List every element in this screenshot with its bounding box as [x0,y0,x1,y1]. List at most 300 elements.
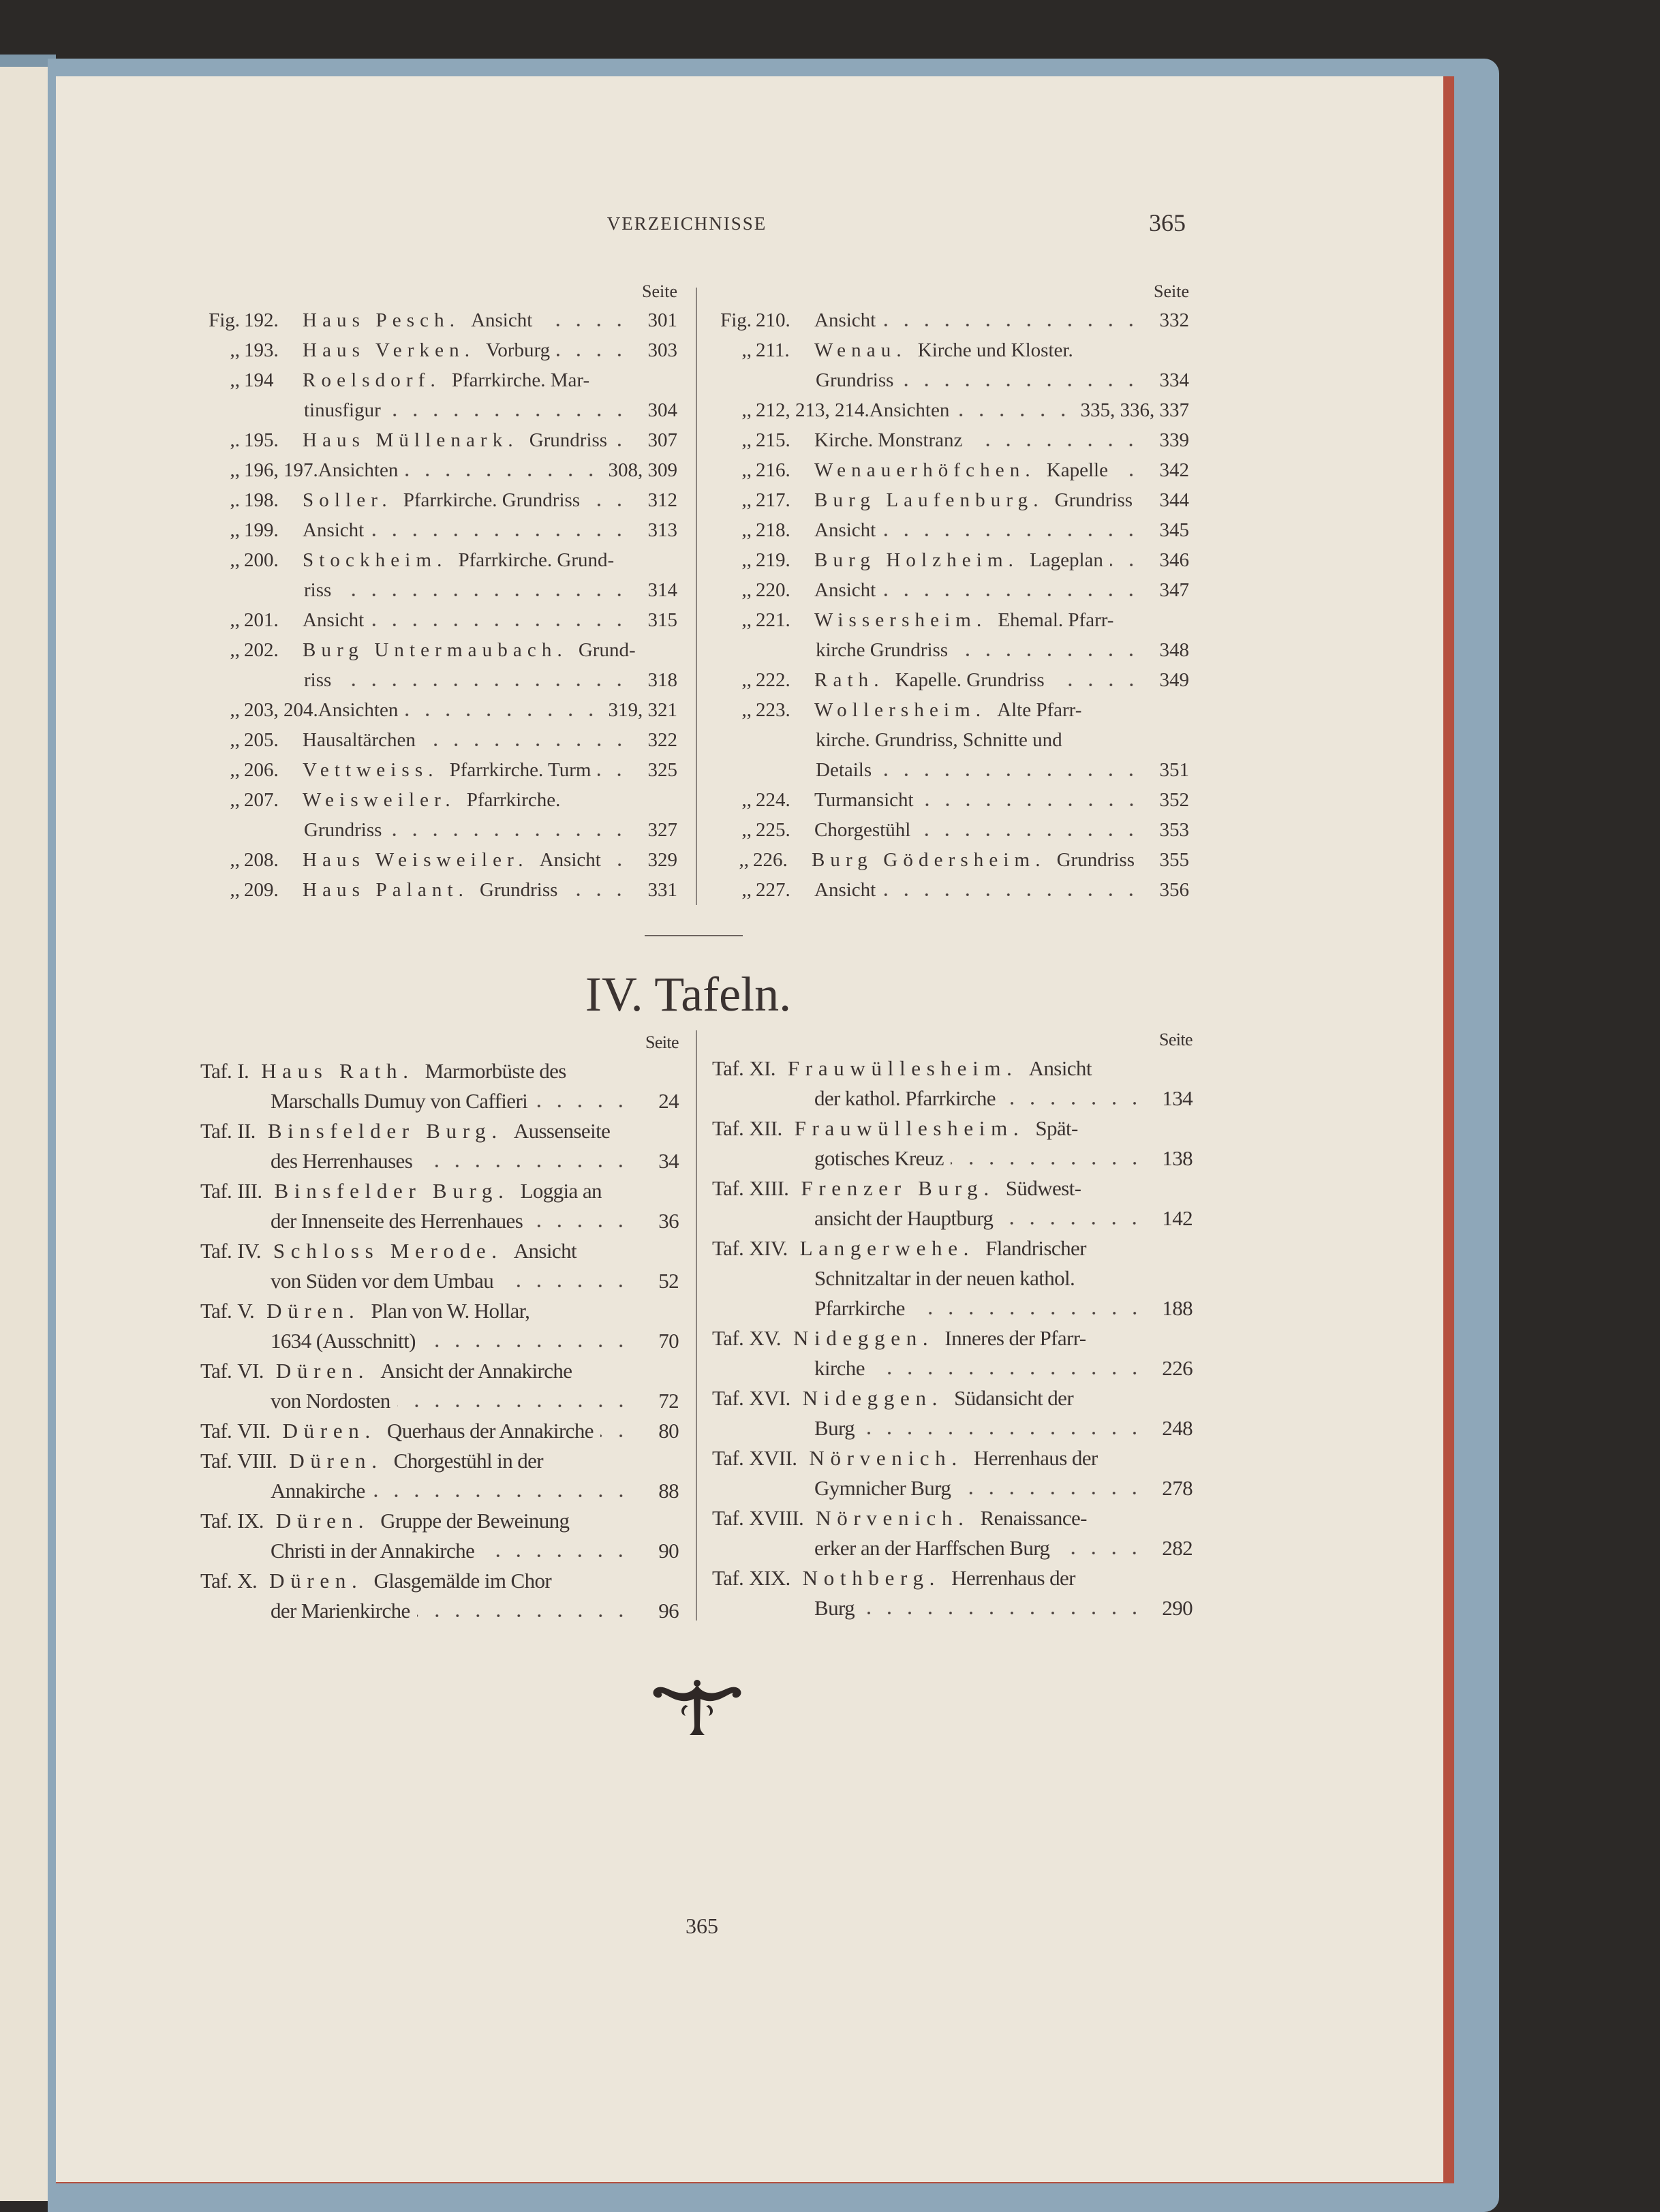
entry-description: Christi in der Annakirche [271,1539,475,1563]
entry-first-line [712,845,1189,875]
entry-continuation-line [200,395,677,425]
list-entry [200,515,677,545]
entry-description: gotisches Kreuz [814,1146,944,1170]
entry-description: Pfarrkirche. Turm [449,759,591,781]
entry-description: 1634 (Ausschnitt) [271,1329,416,1353]
dot-leader [481,1552,631,1559]
entry-first-line [712,785,1189,815]
entry-prefix: ,, [230,639,240,661]
entry-description: Hausaltärchen [303,729,416,751]
dot-leader [388,831,630,838]
footer-page-number: 365 [686,1914,718,1938]
dot-leader [529,1223,631,1229]
entry-number: XV. [749,1326,781,1350]
entry-number: I. [237,1059,249,1083]
entry-description: Pfarrkirche. Mar- [451,369,590,391]
entry-first-line [200,1296,679,1326]
dot-leader [371,532,630,538]
entry-continuation-line [712,1353,1193,1383]
section-title: IV. Tafeln. [585,967,792,1021]
entry-place-name: Langerwehe. [799,1236,975,1260]
entry-page-reference: 319, 321 [608,699,677,721]
dot-leader [534,1103,631,1109]
dot-leader [1056,1550,1145,1556]
dot-leader [955,651,1141,658]
entry-prefix: Fig. [209,309,240,331]
dot-leader [422,1342,631,1349]
entry-continuation-line [200,1386,679,1416]
list-entry [200,1356,679,1416]
list-entry [712,665,1189,695]
list-entry [200,1416,679,1446]
entry-place-name: Burg Holzheim. [814,549,1019,571]
dot-leader [969,442,1141,448]
entry-page-reference: 80 [658,1419,679,1443]
entry-description: Ansichten [318,699,399,721]
entry-prefix: Fig. [720,309,752,331]
dot-leader [912,1310,1145,1317]
entry-description: tinusfigur [304,399,381,421]
entry-first-line [200,455,677,485]
column-divider [696,1030,697,1620]
entry-number: 196, 197. [244,459,318,481]
entry-prefix: Taf. [200,1299,232,1323]
list-entry [712,785,1189,815]
entry-page-reference: 351 [1159,759,1189,781]
entry-first-line [712,395,1189,425]
entry-description: Flandrischer [985,1236,1086,1260]
list-entry [200,695,677,725]
entry-prefix: ,, [230,369,240,391]
entry-description: Herrenhaus der [951,1566,1075,1590]
entry-prefix: ,, [230,699,240,721]
entry-number: 221. [756,609,790,631]
entry-number: 208. [244,849,279,871]
entry-description: Ansicht der Annakirche [380,1359,572,1383]
entry-page-reference: 334 [1159,369,1189,391]
plate-list-right [712,1026,1193,1623]
entry-continuation-line [712,725,1189,755]
entry-place-name: Vettweiss. [303,759,439,781]
entry-first-line [712,1563,1193,1593]
entry-description: Details [816,759,872,781]
entry-number: 194 [244,369,274,391]
entry-page-reference: 349 [1159,669,1189,691]
entry-number: 206. [244,759,279,781]
entry-place-name: Schloss Merode. [273,1239,503,1263]
entry-description: Grund- [578,639,636,661]
list-entry [712,1233,1193,1323]
entry-number: 227. [756,879,790,901]
entry-page-reference: 332 [1159,309,1189,331]
list-entry [200,725,677,755]
entry-place-name: Haus Verken. [303,339,476,361]
list-entry [712,395,1189,425]
entry-number: IX. [237,1509,264,1533]
entry-number: III. [237,1179,262,1203]
list-entry [712,605,1189,665]
dot-leader [338,681,630,688]
entry-continuation-line [200,1326,679,1356]
entry-prefix: ,, [741,669,752,691]
entry-prefix: Taf. [712,1116,744,1140]
entry-description: der Innenseite des Herrenhaues [271,1209,523,1233]
list-entry [200,365,677,425]
entry-number: 219. [756,549,790,571]
list-entry [200,1116,679,1176]
entry-description: Chorgestühl [814,819,911,841]
entry-page-reference: 315 [647,609,677,631]
dot-leader [878,771,1141,778]
entry-place-name: Binsfelder Burg. [267,1119,503,1143]
entry-number: X. [237,1569,258,1593]
entry-continuation-line [712,1533,1193,1563]
dot-leader [921,801,1141,808]
entry-page-reference: 347 [1159,579,1189,601]
entry-page-reference: 345 [1159,519,1189,541]
entry-first-line [200,635,677,665]
list-entry [200,1506,679,1566]
entry-prefix: ,, [230,339,240,361]
entry-first-line [712,485,1189,515]
entry-prefix: ,, [230,849,240,871]
entry-place-name: Weisweiler. [303,789,456,811]
list-entry [712,545,1189,575]
entry-place-name: Nideggen. [793,1326,934,1350]
entry-prefix: Taf. [712,1176,744,1200]
entry-prefix: Taf. [200,1119,232,1143]
entry-continuation-line [712,365,1189,395]
entry-page-reference: 355 [1159,849,1189,871]
entry-description: Gruppe der Beweinung [380,1509,570,1533]
entry-first-line [200,1566,679,1596]
dot-leader [861,1610,1145,1616]
entry-continuation-line [712,1413,1193,1443]
entry-first-line [712,305,1189,335]
dot-leader [900,382,1141,388]
entry-prefix: ,, [230,609,240,631]
seite-label: Seite [642,281,677,301]
entry-place-name: Haus Müllenark. [303,429,519,451]
entry-place-name: Soller. [303,489,393,511]
entry-page-reference: 307 [647,429,677,451]
entry-description: Kapelle. Grundriss [895,669,1045,691]
dot-leader [397,1402,631,1409]
entry-prefix: ,, [741,399,752,421]
entry-description: Burg [814,1416,855,1440]
entry-page-reference: 96 [658,1599,679,1623]
entry-first-line [200,845,677,875]
entry-number: 215. [756,429,790,451]
list-entry [200,1296,679,1356]
entry-prefix: ,, [230,729,240,751]
entry-prefix: ,, [230,519,240,541]
entry-number: XII. [749,1116,782,1140]
entry-page-reference: 188 [1162,1296,1193,1320]
entry-prefix: ,, [741,459,752,481]
entry-page-reference: 312 [647,489,677,511]
entry-description: Glasgemälde im Chor [373,1569,552,1593]
entry-page-reference: 226 [1162,1356,1193,1380]
entry-first-line [200,1356,679,1386]
entry-description: Herrenhaus der [973,1446,1098,1470]
entry-continuation-line [200,1476,679,1506]
entry-page-reference: 327 [647,819,677,841]
entry-continuation-line [200,1596,679,1626]
entry-first-line [712,1054,1193,1084]
entry-page-reference: 290 [1162,1596,1193,1620]
list-entry [200,305,677,335]
dot-leader [600,1432,631,1439]
entry-prefix: ,, [741,609,752,631]
dot-leader [419,1163,631,1169]
entry-prefix: ,, [230,879,240,901]
dot-leader [1000,1220,1145,1227]
entry-place-name: Burg Untermaubach. [303,639,568,661]
list-entry [712,1383,1193,1443]
entry-place-name: Haus Rath. [261,1059,414,1083]
entry-first-line [200,1446,679,1476]
entry-first-line [200,485,677,515]
entry-continuation-line [200,1146,679,1176]
dot-leader [598,771,630,778]
list-entry [200,875,677,905]
entry-description: Schnitzaltar in der neuen kathol. [814,1266,1075,1290]
list-entry [200,785,677,845]
entry-page-reference: 314 [647,579,677,601]
entry-prefix: ,, [230,459,240,481]
running-header: VERZEICHNISSE [606,213,767,234]
entry-number: XIII. [749,1176,789,1200]
dot-leader [371,621,630,628]
dot-leader [405,711,601,718]
entry-page-reference: 313 [647,519,677,541]
entry-prefix: ,, [230,549,240,571]
entry-page-reference: 344 [1159,489,1189,511]
entry-place-name: Nörvenich. [816,1506,970,1530]
entry-description: Ansichten [869,399,950,421]
entry-description: erker an der Harffschen Burg [814,1536,1050,1560]
entry-place-name: Wissersheim. [814,609,987,631]
entry-number: 224. [756,789,790,811]
entry-prefix: Taf. [200,1569,232,1593]
entry-page-reference: 322 [647,729,677,751]
entry-description: Grundriss [480,879,558,901]
entry-number: 195. [244,429,279,451]
entry-first-line [712,1113,1193,1143]
entry-place-name: Haus Palant. [303,879,470,901]
dot-leader [1139,502,1141,508]
entry-prefix: ,, [741,789,752,811]
list-entry [200,545,677,605]
entry-continuation-line [712,1143,1193,1173]
entry-continuation-line [200,1086,679,1116]
dot-leader [417,1612,631,1619]
entry-number: V. [237,1299,255,1323]
entry-description: Grundriss [529,429,608,451]
entry-number: 203, 204. [244,699,318,721]
entry-page-reference: 70 [658,1329,679,1353]
entry-first-line [712,545,1189,575]
entry-description: Ansicht [471,309,533,331]
entry-description: Turmansicht [814,789,914,811]
entry-continuation-line [712,1293,1193,1323]
entry-description: kirche Grundriss [816,639,949,661]
entry-continuation-line [712,1084,1193,1113]
entry-first-line [200,545,677,575]
entry-prefix: ,, [741,879,752,901]
entry-description: Aussenseite [513,1119,611,1143]
entry-prefix: Taf. [200,1239,232,1263]
dot-leader [388,412,630,418]
entry-prefix: ,, [741,519,752,541]
entry-page-reference: 248 [1162,1416,1193,1440]
list-entry [712,875,1189,905]
entry-description: Renaissance- [980,1506,1087,1530]
entry-number: XVI. [749,1386,790,1410]
list-entry [200,845,677,875]
list-entry [712,1503,1193,1563]
entry-prefix: Taf. [712,1326,744,1350]
entry-prefix: ,. [230,429,240,451]
entry-description: Südansicht der [954,1386,1074,1410]
entry-prefix: ,, [230,789,240,811]
entry-first-line [712,1323,1193,1353]
entry-number: VII. [237,1419,271,1443]
entry-description: Inneres der Pfarr- [944,1326,1086,1350]
list-entry [712,1443,1193,1503]
entry-description: ansicht der Hauptburg [814,1206,994,1230]
list-entry [200,1176,679,1236]
entry-place-name: Nörvenich. [809,1446,963,1470]
entry-prefix: ,, [230,759,240,781]
entry-description: Ansicht [539,849,601,871]
list-entry [200,1566,679,1626]
entry-place-name: Düren. [282,1419,376,1443]
entry-place-name: Burg Laufenburg. [814,489,1044,511]
entry-place-name: Düren. [275,1509,370,1533]
entry-continuation-line [712,1263,1193,1293]
entry-first-line [200,1506,679,1536]
entry-description: Spät- [1035,1116,1078,1140]
entry-number: 209. [244,879,279,901]
entry-prefix: ,, [741,699,752,721]
entry-number: 201. [244,609,279,631]
entry-continuation-line [200,1266,679,1296]
entry-number: 211. [756,339,790,361]
entry-description: kirche. Grundriss, Schnitte und [816,729,1062,751]
entry-description: Grundriss [1056,849,1135,871]
entry-number: XIV. [749,1236,788,1260]
entry-prefix: Taf. [200,1059,232,1083]
entry-page-reference: 329 [647,849,677,871]
entry-prefix: ,, [741,339,752,361]
entry-first-line [712,1503,1193,1533]
entry-page-reference: 36 [658,1209,679,1233]
entry-first-line [200,875,677,905]
entry-prefix: Taf. [200,1419,232,1443]
entry-prefix: Taf. [712,1506,744,1530]
list-entry [200,455,677,485]
entry-prefix: Taf. [200,1449,232,1473]
list-entry [200,635,677,695]
entry-description: Ansicht [513,1239,577,1263]
entry-description: Südwest- [1005,1176,1081,1200]
dot-leader [587,502,630,508]
entry-first-line [712,1233,1193,1263]
dot-leader [882,891,1141,898]
entry-description: von Süden vor dem Umbau [271,1269,494,1293]
entry-number: 207. [244,789,279,811]
entry-first-line [712,1443,1193,1473]
entry-description: Grundriss [1054,489,1133,511]
entry-place-name: Düren. [275,1359,370,1383]
entry-prefix: Taf. [200,1179,232,1203]
list-entry [200,485,677,515]
entry-description: Ansicht [303,519,365,541]
dot-leader [882,322,1141,328]
entry-continuation-line [712,1203,1193,1233]
entry-page-reference: 278 [1162,1476,1193,1500]
list-entry [712,515,1189,545]
entry-number: 199. [244,519,279,541]
entry-description: Alte Pfarr- [997,699,1082,721]
list-entry [712,1323,1193,1383]
entry-prefix: Taf. [712,1056,744,1080]
list-entry [712,305,1189,335]
entry-number: 193. [244,339,279,361]
entry-first-line [200,755,677,785]
entry-place-name: Nideggen. [802,1386,944,1410]
entry-number: XIX. [749,1566,790,1590]
entry-place-name: Düren. [289,1449,383,1473]
header-page-number: 365 [1149,209,1186,236]
list-entry [712,1563,1193,1623]
entry-description: Burg [814,1596,855,1620]
entry-description: Annakirche [271,1479,365,1503]
entry-page-reference: 52 [658,1269,679,1293]
entry-place-name: Wenau. [814,339,907,361]
figure-list-left [200,278,677,905]
entry-page-reference: 90 [658,1539,679,1563]
entry-place-name: Haus Weisweiler. [303,849,529,871]
entry-description: Ehemal. Pfarr- [998,609,1114,631]
entry-description: kirche [814,1356,865,1380]
entry-continuation-line [712,635,1189,665]
entry-number: 200. [244,549,279,571]
dot-leader [861,1430,1145,1437]
dot-leader [957,1490,1145,1496]
entry-prefix: ,, [741,549,752,571]
entry-description: Marschalls Dumuy von Caffieri [271,1089,528,1113]
dot-leader [1115,472,1141,478]
entry-number: 216. [756,459,790,481]
entry-number: 202. [244,639,279,661]
entry-description: Grundriss [304,819,382,841]
entry-description: Ansicht [1028,1056,1092,1080]
list-entry [200,1056,679,1116]
entry-first-line [200,1236,679,1266]
entry-first-line [712,455,1189,485]
entry-description: Ansicht [814,309,876,331]
entry-number: 212, 213, 214. [756,399,870,421]
dot-leader [917,831,1141,838]
list-entry [712,695,1189,785]
list-entry [200,605,677,635]
plate-list-left [200,1029,679,1626]
entry-page-reference: 348 [1159,639,1189,661]
entry-first-line [712,695,1189,725]
